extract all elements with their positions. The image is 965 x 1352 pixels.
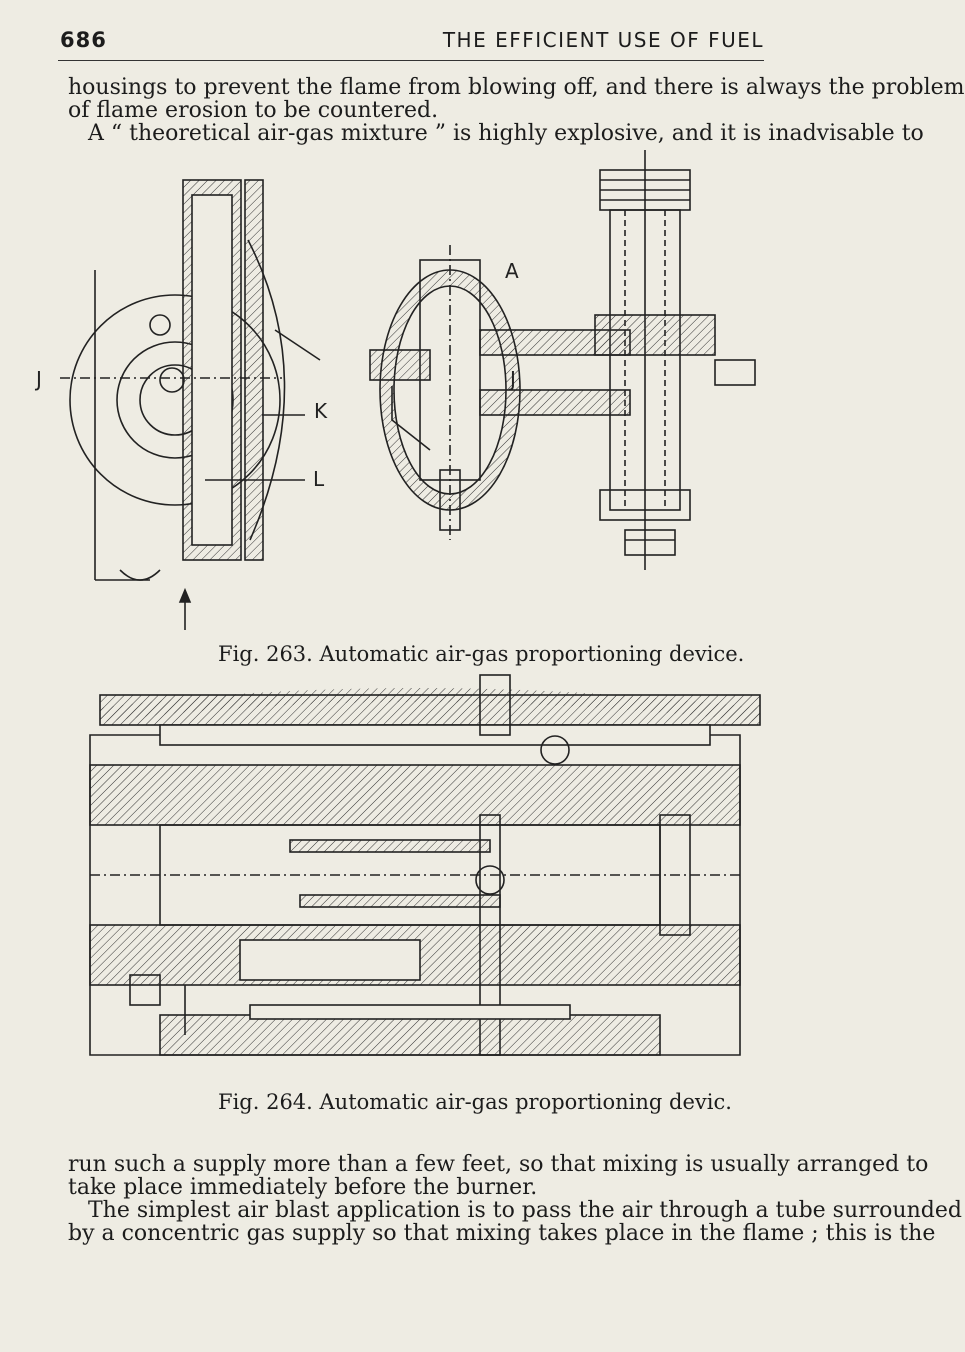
figure-264-caption: Fig. 264. Automatic air-gas proportioning devic.	[218, 1090, 732, 1114]
label-j-left: J	[36, 367, 42, 391]
text-line: A “ theoretical air-gas mixture ” is highly explosive, and it is inadvisable to	[88, 121, 924, 146]
text-line: of flame erosion to be countered.	[68, 98, 439, 123]
header-rule	[58, 60, 764, 61]
figure-264-drawing	[0, 675, 800, 1080]
text-line: by a concentric gas supply so that mixing takes place in the flame ; this is the	[68, 1221, 936, 1246]
label-j-right: J	[510, 367, 516, 391]
label-k: K	[314, 399, 328, 423]
paragraph-bottom	[68, 1152, 962, 1246]
text-line: The simplest air blast application is to pass the air through a tube surrounded	[88, 1198, 962, 1223]
figure-263-caption: Fig. 263. Automatic air-gas proportioning device.	[218, 642, 745, 666]
page-number: 686	[60, 28, 107, 52]
text-line: run such a supply more than a few feet, so that mixing is usually arranged to	[68, 1152, 929, 1177]
figure-263	[0, 150, 800, 630]
figure-264	[0, 675, 800, 1080]
label-l: L	[313, 467, 325, 491]
running-head	[0, 28, 800, 62]
text-line: housings to prevent the flame from blowing off, and there is always the problem	[68, 75, 965, 100]
label-a: A	[505, 259, 519, 283]
figure-263-drawing	[0, 150, 800, 630]
running-title: THE EFFICIENT USE OF FUEL	[442, 28, 764, 52]
paragraph-top	[68, 75, 965, 146]
text-line: take place immediately before the burner.	[68, 1175, 538, 1200]
